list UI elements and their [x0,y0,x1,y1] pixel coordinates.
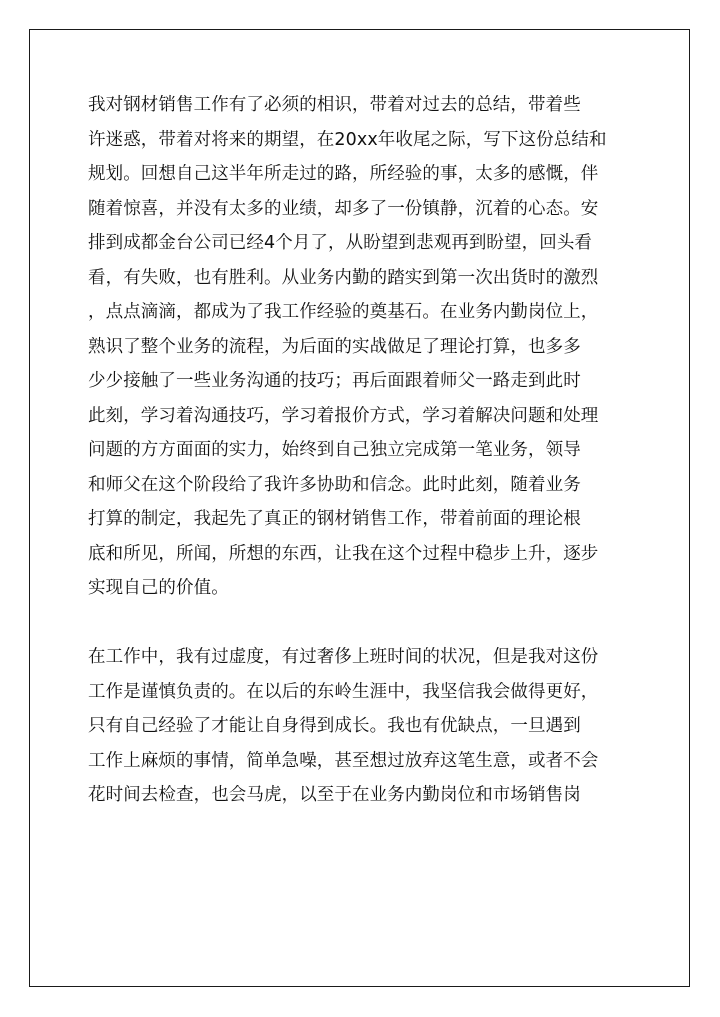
text-line: 在工作中，我有过虚度，有过奢侈上班时间的状况，但是我对这份 [88,647,599,667]
paragraph-2 [88,640,636,813]
text-line: 实现自己的价值。 [88,578,229,598]
text-line: 工作上麻烦的事情，简单急噪，甚至想过放弃这笔生意，或者不会 [88,750,599,771]
document-body [88,88,636,813]
text-line: 只有自己经验了才能让自身得到成长。我也有优缺点，一旦遇到 [88,716,581,736]
text-line: 工作是谨慎负责的。在以后的东岭生涯中，我坚信我会做得更好， [88,681,599,702]
text-line: 我对钢材销售工作有了必须的相识，带着对过去的总结，带着些 [88,95,581,115]
paragraph-spacer [88,606,636,641]
text-line: 规划。回想自己这半年所走过的路，所经验的事，太多的感慨，伴 [88,164,599,184]
text-line: 看，有失败，也有胜利。从业务内勤的踏实到第一次出货时的激烈 [88,267,599,288]
text-line: 此刻，学习着沟通技巧，学习着报价方式，学习着解决问题和处理 [88,405,599,426]
text-line: 问题的方方面面的实力，始终到自己独立完成第一笔业务，领导 [88,440,581,460]
text-line: 许迷惑，带着对将来的期望，在20xx年收尾之际，写下这份总结和 [88,129,607,150]
text-line: 底和所见，所闻，所想的东西，让我在这个过程中稳步上升，逐步 [88,543,599,564]
text-line: 和师父在这个阶段给了我许多协助和信念。此时此刻，随着业务 [88,474,581,495]
text-line: 熟识了整个业务的流程，为后面的实战做足了理论打算，也多多 [88,336,581,357]
text-line: 少少接触了一些业务沟通的技巧；再后面跟着师父一路走到此时 [88,371,581,391]
text-line: 打算的制定，我起先了真正的钢材销售工作，带着前面的理论根 [88,509,581,529]
text-line: 排到成都金台公司已经4个月了，从盼望到悲观再到盼望，回头看 [88,233,593,253]
text-line: 随着惊喜，并没有太多的业绩，却多了一份镇静，沉着的心态。安 [88,198,599,219]
text-line: ，点点滴滴，都成为了我工作经验的奠基石。在业务内勤岗位上， [88,302,599,322]
paragraph-1 [88,88,636,606]
text-line: 花时间去检查，也会马虎，以至于在业务内勤岗位和市场销售岗 [88,785,581,805]
